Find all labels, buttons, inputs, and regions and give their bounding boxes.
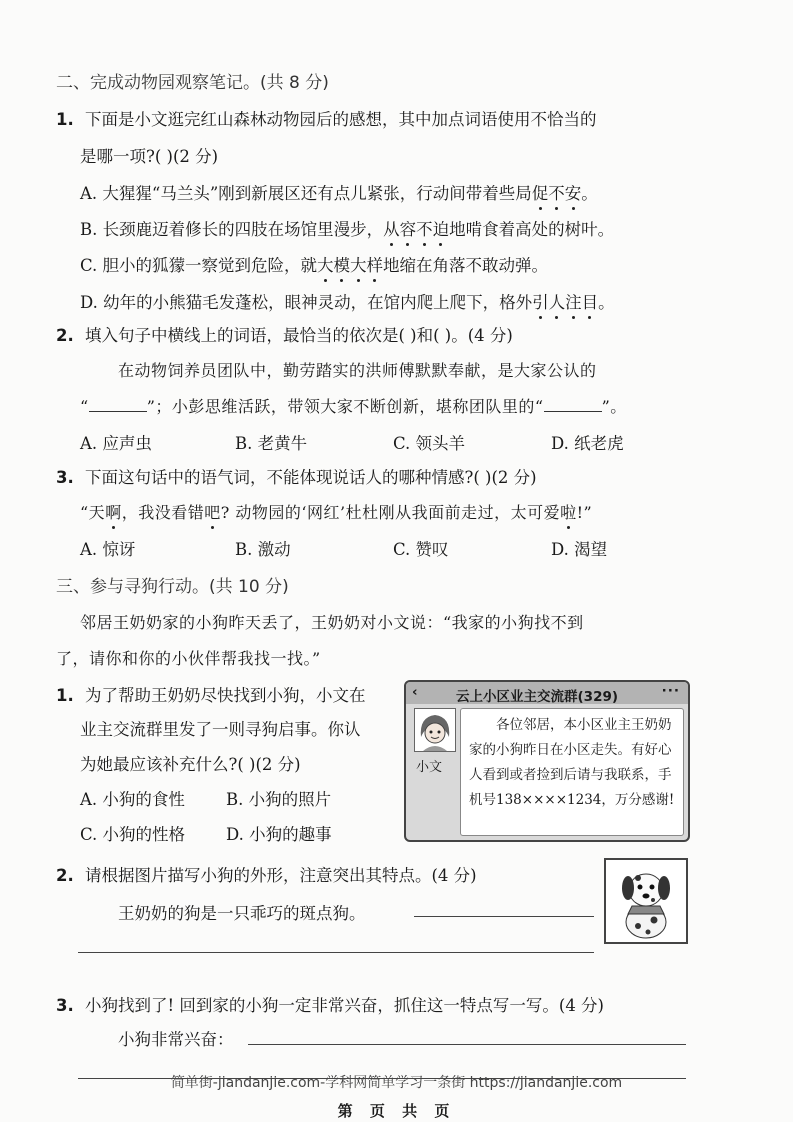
dotted-char: 样 (367, 252, 384, 276)
message-text: 各位邻居，本小区业主王奶奶家的小狗昨日在小区走失。有好心人看到或者捡到后请与我联系，手机号138××××1234，万分感谢! (469, 717, 675, 808)
section-3-title: 三、参与寻狗行动。(共 10 分) (56, 577, 289, 597)
question-number: 3. (56, 468, 74, 487)
option-c: C. 胆小的狐獴一察觉到危险，就大模大样地缩在角落不敢动弹。 (80, 252, 548, 276)
answer-lead: 王奶奶的狗是一只乖巧的斑点狗。 (118, 904, 366, 923)
dotted-word (383, 220, 449, 239)
q2-option-d: D. 纸老虎 (551, 434, 624, 453)
dotted-particle (560, 503, 577, 522)
dotted-char: 从 (383, 216, 400, 240)
question-number: 2. (56, 866, 74, 885)
q3-option-a: A. 惊讶 (80, 540, 136, 559)
dog-picture (604, 858, 688, 944)
question-text: 为了帮助王奶奶尽快找到小狗，小文在 (85, 686, 366, 705)
dotted-char: 促 (532, 180, 549, 204)
section-2-title: 二、完成动物园观察笔记。(共 8 分) (56, 73, 329, 93)
chat-title: 云上小区业主交流群(329) (456, 689, 619, 705)
dotted-char: 大 (317, 252, 334, 276)
question-number: 1. (56, 686, 74, 705)
option-a: A. 大猩猩“马兰头”刚到新展区还有点儿紧张，行动间带着些局促不安。 (80, 180, 598, 204)
dotted-particle (204, 503, 221, 522)
spotted-dog-icon (606, 860, 686, 942)
quote-sentence: “天啊，我没看错吧? 动物园的‘网红’杜杜刚从我面前走过，太可爱啦!” (80, 500, 592, 523)
dotted-char: 人 (549, 289, 566, 313)
question-3-2 (56, 862, 477, 886)
dotted-particle (105, 503, 122, 522)
answer-line[interactable] (78, 952, 594, 953)
question-text: 下面这句话中的语气词，不能体现说话人的哪种情感?( )(2 分) (85, 468, 537, 487)
dotted-char: 迫 (433, 216, 450, 240)
back-icon: ‹ (412, 684, 418, 700)
dotted-char: 吧 (204, 500, 221, 523)
message-bubble (460, 708, 684, 836)
dotted-char: 引 (532, 289, 549, 313)
q3-option-d: D. 渴望 (551, 540, 608, 559)
answer-lead: 小狗非常兴奋： (118, 1030, 234, 1049)
passage-line-1: 在动物饲养员团队中，勤劳踏实的洪师傅默默奉献，是大家公认的 (118, 361, 597, 380)
option-d: D. 幼年的小熊猫毛发蓬松，眼神灵动，在馆内爬上爬下，格外引人注目。 (80, 289, 615, 313)
option-b: B. 长颈鹿迈着修长的四肢在场馆里漫步，从容不迫地啃食着高处的树叶。 (80, 216, 614, 240)
intro-line-2: 了，请你和你的小伙伴帮我找一找。” (56, 649, 321, 668)
q3-option-b: B. 激动 (235, 540, 291, 559)
dotted-word (532, 293, 598, 312)
question-text: 小狗找到了! 回到家的小狗一定非常兴奋，抓住这一特点写一写。(4 分) (85, 996, 604, 1015)
dotted-char: 目 (582, 289, 599, 313)
question-text: 填入句子中横线上的词语，最恰当的依次是( )和( )。(4 分) (85, 326, 513, 345)
dotted-char: 啦 (560, 500, 577, 523)
q31-option-b: B. 小狗的照片 (226, 790, 332, 809)
question-number: 2. (56, 326, 74, 345)
girl-avatar-icon (415, 709, 455, 751)
avatar (414, 708, 456, 752)
q3-option-c: C. 赞叹 (393, 540, 449, 559)
page-number: 第 页 共 页 (337, 1102, 456, 1120)
q31-option-c: C. 小狗的性格 (80, 825, 186, 844)
q31-option-a: A. 小狗的食性 (80, 790, 185, 809)
dotted-char: 不 (416, 216, 433, 240)
dotted-word (317, 256, 383, 275)
question-text: 请根据图片描写小狗的外形，注意突出其特点。(4 分) (85, 866, 477, 885)
dotted-char: 安 (565, 180, 582, 204)
intro-line-1: 邻居王奶奶家的小狗昨天丢了，王奶奶对小文说：“我家的小狗找不到 (80, 613, 584, 632)
q2-option-b: B. 老黄牛 (235, 434, 308, 453)
dotted-char: 大 (350, 252, 367, 276)
question-2-2 (56, 322, 513, 346)
q31-option-d: D. 小狗的趣事 (226, 825, 332, 844)
dotted-char: 容 (400, 216, 417, 240)
question-2-1-line2: 是哪一项?( )(2 分) (80, 147, 219, 166)
answer-line[interactable] (248, 1044, 686, 1045)
more-icon: ··· (661, 683, 680, 699)
question-number: 3. (56, 996, 74, 1015)
question-3-3 (56, 992, 604, 1016)
question-2-1 (56, 106, 597, 130)
chat-header (406, 682, 688, 704)
answer-blank[interactable] (544, 411, 602, 412)
answer-blank[interactable] (89, 411, 147, 412)
question-2-3 (56, 464, 537, 488)
dotted-char: 注 (565, 289, 582, 313)
dotted-char: 不 (548, 180, 565, 204)
question-3-1-line3: 为她最应该补充什么?( )(2 分) (80, 755, 301, 774)
dotted-char: 啊 (105, 500, 122, 523)
dotted-word (532, 184, 582, 203)
group-chat-screenshot (404, 680, 690, 842)
q2-option-a: A. 应声虫 (80, 434, 152, 453)
question-number: 1. (56, 110, 74, 129)
question-3-1-line2: 业主交流群里发了一则寻狗启事。你认 (80, 720, 361, 739)
question-text: 下面是小文逛完红山森林动物园后的感想，其中加点词语使用不恰当的 (85, 110, 597, 129)
passage-line-2: “ ”；小彭思维活跃，带领大家不断创新，堪称团队里的“ ”。 (80, 397, 627, 416)
question-3-1 (56, 682, 366, 706)
source-footer: 简单街-jiandanjie.com-学科网简单学习一条街 https://jiandanjie.com (170, 1075, 623, 1091)
sender-name: 小文 (416, 760, 443, 775)
answer-line[interactable] (414, 916, 594, 917)
dotted-char: 模 (334, 252, 351, 276)
q2-option-c: C. 领头羊 (393, 434, 466, 453)
